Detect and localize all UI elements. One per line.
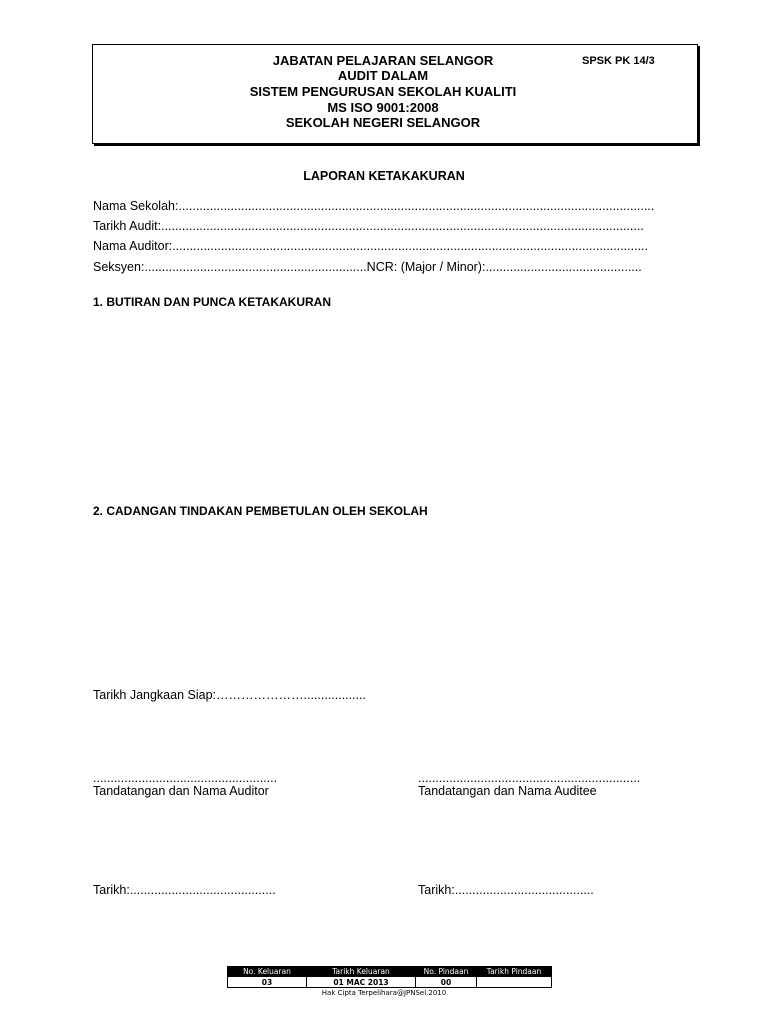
header-standard: MS ISO 9001:2008: [327, 100, 439, 115]
auditor-signature-label: Tandatangan dan Nama Auditor: [93, 784, 269, 798]
revision-header-row: [228, 967, 552, 977]
copyright-notice: Hak Cipta Terpelihara@JPNSel.2010: [321, 989, 447, 997]
tarikh-audit-field[interactable]: Tarikh Audit:...........................................................................................................................................: [93, 219, 644, 233]
nama-auditor-field[interactable]: Nama Auditor:.........................................................................................................................................: [93, 239, 648, 253]
seksyen-ncr-field[interactable]: Seksyen:................................................................NCR: (Major / Minor):.............................................: [93, 260, 642, 274]
auditee-signature-line[interactable]: ................................................................: [418, 771, 641, 785]
col-tarikh-keluaran: Tarikh Keluaran: [307, 967, 416, 977]
header-system: SISTEM PENGURUSAN SEKOLAH KUALITI: [249, 84, 517, 99]
col-tarikh-pindaan: Tarikh Pindaan: [477, 967, 552, 977]
auditee-signature-label: Tandatangan dan Nama Auditee: [418, 784, 597, 798]
revision-table: [227, 966, 552, 988]
val-tarikh-pindaan: [477, 977, 552, 988]
section-butiran-heading: 1. BUTIRAN DAN PUNCA KETAKAKURAN: [93, 295, 331, 309]
page-title: LAPORAN KETAKAKURAN: [303, 169, 465, 183]
tarikh-jangkaan-field[interactable]: Tarikh Jangkaan Siap:…………………..................: [93, 688, 367, 702]
document-code: SPSK PK 14/3: [582, 55, 655, 67]
section-cadangan-heading: 2. CADANGAN TINDAKAN PEMBETULAN OLEH SEKOLAH: [93, 504, 428, 518]
auditor-signature-line[interactable]: .....................................................: [93, 771, 278, 785]
col-no-keluaran: No. Keluaran: [228, 967, 307, 977]
header-box: [92, 44, 698, 144]
col-no-pindaan: No. Pindaan: [416, 967, 477, 977]
header-department: JABATAN PELAJARAN SELANGOR: [272, 53, 494, 68]
val-no-keluaran: 03: [228, 977, 307, 988]
header-audit: AUDIT DALAM: [337, 68, 429, 83]
val-no-pindaan: 00: [416, 977, 477, 988]
revision-value-row: [228, 977, 552, 988]
tarikh-auditor-field[interactable]: Tarikh:..........................................: [93, 883, 276, 897]
header-school: SEKOLAH NEGERI SELANGOR: [285, 115, 481, 130]
val-tarikh-keluaran: 01 MAC 2013: [307, 977, 416, 988]
nama-sekolah-field[interactable]: Nama Sekolah:.........................................................................................................................................: [93, 199, 655, 213]
tarikh-auditee-field[interactable]: Tarikh:........................................: [418, 883, 594, 897]
